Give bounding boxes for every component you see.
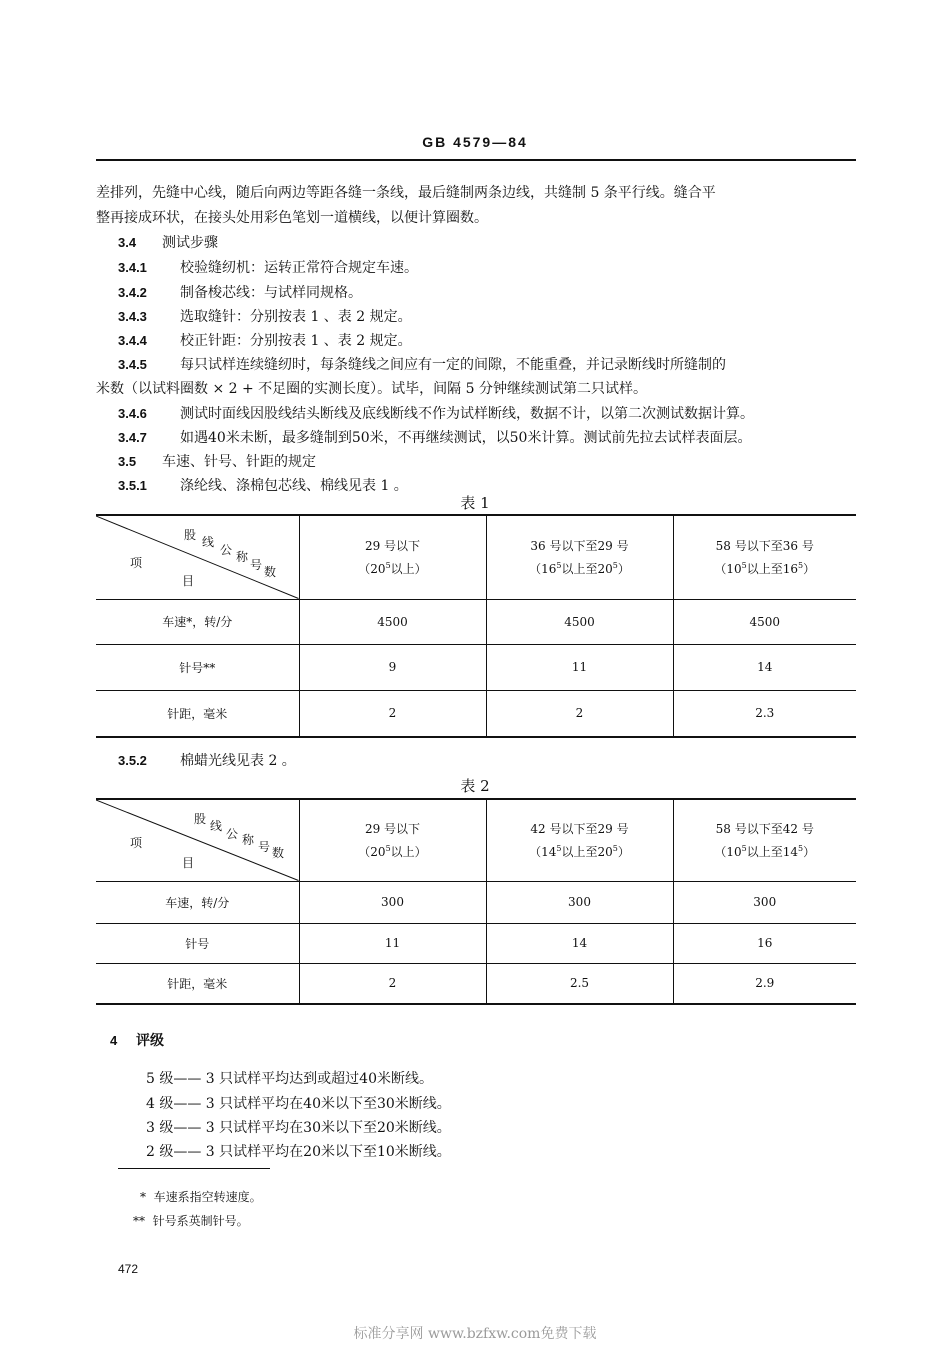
row-label: 针距，毫米 [96, 963, 299, 1004]
row-label: 针号** [96, 644, 299, 690]
section-3-4-4 [118, 331, 412, 351]
section-text: 如遇40米未断，最多缝制到50米，不再继续测试，以50米计算。测试前先拉去试样表面层。 [180, 430, 752, 446]
table2-caption: 表 2 [460, 777, 490, 795]
header-rule [96, 159, 856, 161]
table-cell: 4500 [299, 599, 486, 644]
table-cell: 2.9 [673, 963, 856, 1004]
table-cell: 300 [673, 881, 856, 923]
row-label: 车速*，转/分 [96, 599, 299, 644]
col-header-line2: （$20^5$以上） [358, 844, 427, 860]
table-cell: 14 [486, 923, 673, 963]
section-number: 3.4.7 [118, 430, 147, 445]
footnote-text: 车速系指空转速度。 [153, 1190, 262, 1204]
corner-char: 线 [202, 535, 215, 549]
table-cell: 11 [299, 923, 486, 963]
corner-item-label: 目 [182, 856, 195, 870]
table-row [96, 963, 856, 1004]
table-cell: 9 [299, 644, 486, 690]
table-cell: 300 [486, 881, 673, 923]
section-3-4-2 [118, 283, 362, 303]
table1-col-header [486, 515, 673, 599]
table1 [96, 514, 856, 738]
table-cell: 4500 [486, 599, 673, 644]
table-cell: 2 [299, 963, 486, 1004]
section-number: 3.5.2 [118, 753, 147, 768]
col-header-line2: （$14^5$以上至$20^5$） [529, 844, 630, 860]
section-number: 3.4.1 [118, 260, 147, 275]
table1-col-header [299, 515, 486, 599]
section-number: 3.4.6 [118, 406, 147, 421]
section-text: 选取缝针：分别按表 1 、表 2 规定。 [180, 309, 412, 325]
section-text: 校验缝纫机：运转正常符合规定车速。 [180, 260, 418, 276]
col-header-line2: （$10^5$以上至$14^5$） [714, 844, 816, 860]
section-number: 3.4.2 [118, 285, 147, 300]
section-number: 3.5.1 [118, 478, 147, 493]
section-text: 车速、针号、针距的规定 [162, 454, 316, 470]
corner-item-label: 项 [130, 556, 143, 570]
footnote-2 [133, 1212, 249, 1229]
corner-char: 公 [226, 827, 239, 841]
col-header-line2: （$20^5$以上） [358, 561, 427, 577]
table-cell: 2 [299, 690, 486, 737]
corner-char: 号 [258, 840, 271, 854]
diagonal-line [96, 516, 299, 599]
col-header-line1: 29 号以下 [364, 539, 421, 554]
grade-item: 4 级—— 3 只试样平均在40米以下至30米断线。 [146, 1096, 451, 1112]
col-header-line1: 58 号以下至42 号 [715, 822, 814, 837]
table-row [96, 881, 856, 923]
col-header-line2: （$10^5$以上至$16^5$） [714, 561, 816, 577]
section-text: 制备梭芯线：与试样同规格。 [180, 285, 362, 301]
corner-char: 股 [184, 528, 197, 542]
table-row [96, 644, 856, 690]
table2-col-header [486, 799, 673, 881]
table2-col-header [299, 799, 486, 881]
row-label: 针号 [96, 923, 299, 963]
table-cell: 16 [673, 923, 856, 963]
corner-char: 称 [236, 550, 249, 564]
table-cell: 2.3 [673, 690, 856, 737]
corner-item-label: 目 [182, 574, 195, 588]
table-cell: 2.5 [486, 963, 673, 1004]
footnote-mark: ** [133, 1214, 145, 1228]
col-header-line2: （$16^5$以上至$20^5$） [529, 561, 630, 577]
table-row [96, 923, 856, 963]
table-cell: 4500 [673, 599, 856, 644]
table-row [96, 599, 856, 644]
section-title: 评级 [136, 1033, 164, 1049]
corner-char: 股 [194, 812, 207, 826]
table2 [96, 798, 856, 1005]
col-header-line1: 58 号以下至36 号 [715, 539, 814, 554]
corner-char: 线 [210, 819, 223, 833]
body-line-1: 差排列，先缝中心线，随后向两边等距各缝一条线，最后缝制两条边线，共缝制 5 条平行线。缝合平 [96, 185, 716, 201]
footnote-separator [118, 1168, 270, 1169]
corner-char: 数 [264, 565, 277, 579]
row-label: 针距，毫米 [96, 690, 299, 737]
section-text: 涤纶线、涤棉包芯线、棉线见表 1 。 [180, 478, 408, 494]
table2-col-header [673, 799, 856, 881]
table1-header-row [96, 515, 856, 599]
row-label: 车速，转/分 [96, 881, 299, 923]
section-3-4-5 [118, 355, 726, 375]
table2-corner-cell [96, 799, 299, 881]
table1-corner-cell [96, 515, 299, 599]
page-number: 472 [118, 1262, 139, 1276]
section-text: 测试步骤 [162, 235, 218, 251]
grade-item: 2 级—— 3 只试样平均在20米以下至10米断线。 [146, 1144, 451, 1160]
standard-number: GB 4579—84 [422, 134, 528, 150]
section-4-heading [110, 1031, 164, 1051]
section-3-4-6 [118, 404, 754, 424]
table1-col-header [673, 515, 856, 599]
table2-header-row [96, 799, 856, 881]
section-3-4-5-cont: 米数（以试料圈数 × 2 + 不足圈的实测长度）。试毕，间隔 5 分钟继续测试第二只试样。 [96, 381, 647, 397]
body-line-2: 整再接成环状，在接头处用彩色笔划一道横线，以便计算圈数。 [96, 210, 488, 226]
table-row [96, 690, 856, 737]
section-number: 3.4.4 [118, 333, 147, 348]
section-text: 测试时面线因股线结头断线及底线断线不作为试样断线，数据不计，以第二次测试数据计算。 [180, 406, 754, 422]
section-3-5-2 [118, 751, 296, 771]
corner-char: 号 [250, 558, 263, 572]
table-cell: 14 [673, 644, 856, 690]
section-number: 3.4.3 [118, 309, 147, 324]
col-header-line1: 42 号以下至29 号 [530, 822, 629, 837]
section-3-4-3 [118, 307, 412, 327]
section-3-5 [118, 452, 316, 472]
section-text: 校正针距：分别按表 1 、表 2 规定。 [180, 333, 412, 349]
footnote-mark: * [140, 1190, 146, 1204]
section-3-4-7 [118, 428, 751, 448]
table1-caption: 表 1 [460, 494, 490, 512]
grade-item: 5 级—— 3 只试样平均达到或超过40米断线。 [146, 1071, 433, 1087]
corner-item-label: 项 [130, 836, 143, 850]
section-number: 3.5 [118, 454, 137, 469]
footnote-text: 针号系英制针号。 [152, 1214, 249, 1228]
section-number: 3.4.5 [118, 357, 147, 372]
section-number: 3.4 [118, 235, 137, 250]
section-3-4 [118, 233, 218, 253]
section-3-4-1 [118, 258, 418, 278]
table-cell: 2 [486, 690, 673, 737]
corner-char: 公 [220, 543, 233, 557]
footnote-1 [140, 1188, 262, 1205]
section-text: 棉蜡光线见表 2 。 [180, 753, 296, 769]
col-header-line1: 36 号以下至29 号 [530, 539, 629, 554]
corner-char: 称 [242, 833, 255, 847]
section-number: 4 [110, 1033, 118, 1048]
watermark: 标准分享网 www.bzfxw.com免费下载 [353, 1326, 597, 1342]
section-text: 每只试样连续缝纫时，每条缝线之间应有一定的间隙，不能重叠，并记录断线时所缝制的 [180, 357, 726, 373]
corner-char: 数 [272, 846, 285, 860]
grade-item: 3 级—— 3 只试样平均在30米以下至20米断线。 [146, 1120, 451, 1136]
table-cell: 300 [299, 881, 486, 923]
table-cell: 11 [486, 644, 673, 690]
col-header-line1: 29 号以下 [364, 822, 421, 837]
